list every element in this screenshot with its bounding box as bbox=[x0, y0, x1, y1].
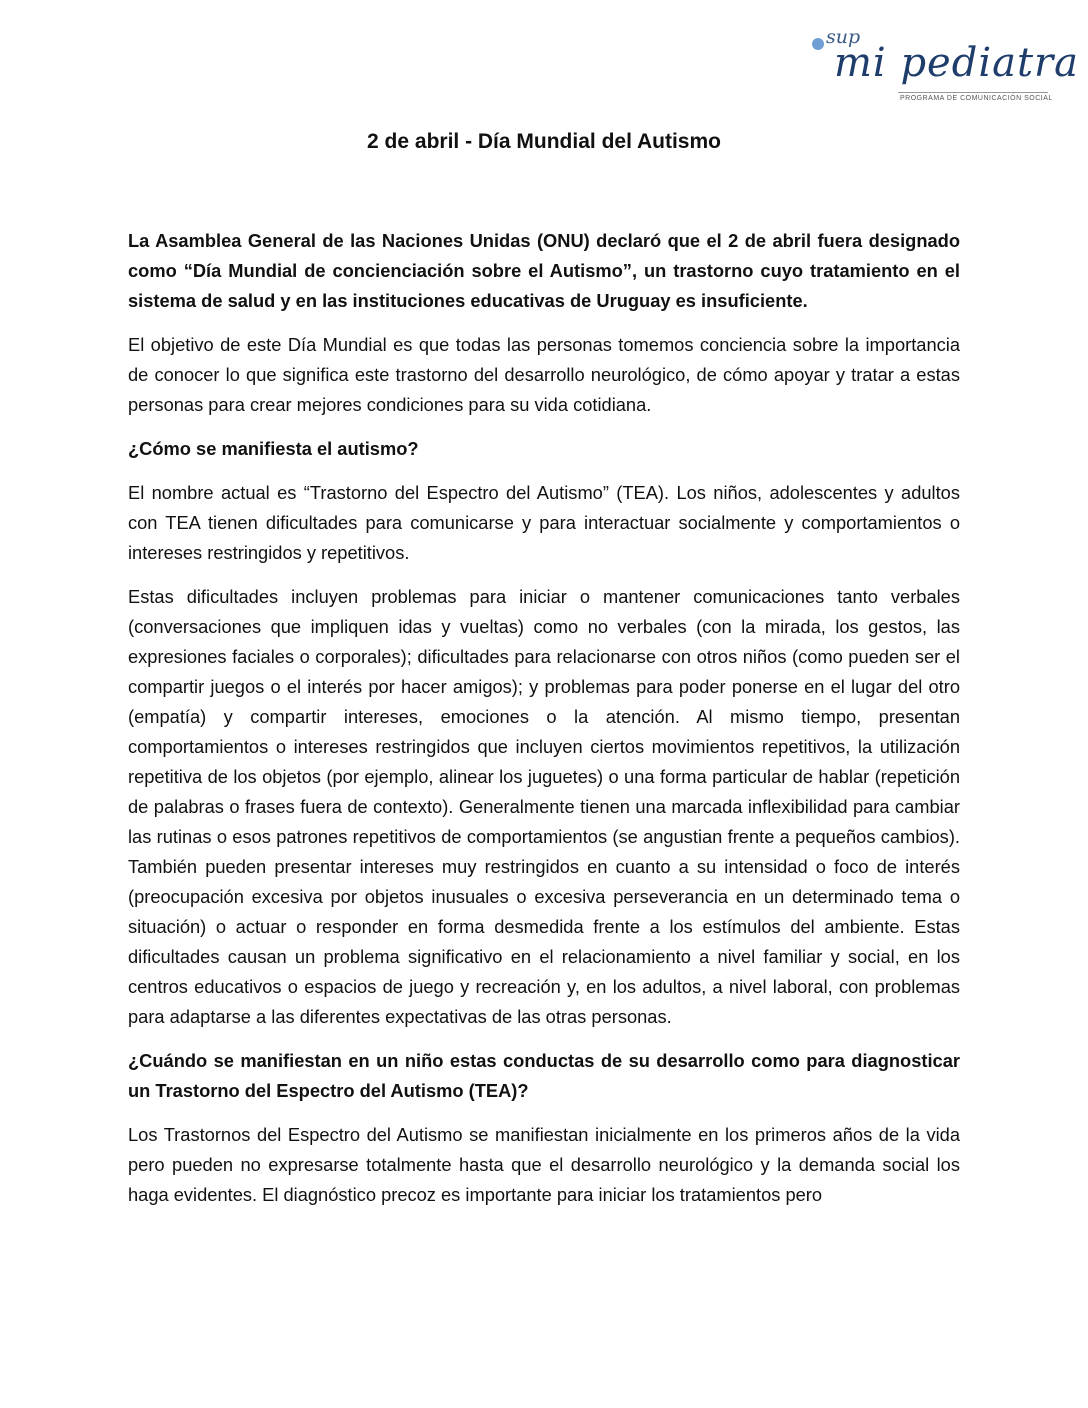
page-title: 2 de abril - Día Mundial del Autismo bbox=[367, 130, 721, 153]
logo-tagline: PROGRAMA DE COMUNICACIÓN SOCIAL bbox=[900, 95, 1053, 102]
objective-paragraph: El objetivo de este Día Mundial es que todas las personas tomemos conciencia sobre la importancia de conocer lo que significa este trastorno del desarrollo neurológico, de cómo apoyar y tratar a estas personas para crear mejores condiciones para su vida cotidiana. bbox=[128, 334, 960, 415]
section-heading-manifestation: ¿Cómo se manifiesta el autismo? bbox=[128, 438, 419, 459]
diagnosis-paragraph: Los Trastornos del Espectro del Autismo se manifiestan inicialmente en los primeros años de la vida pero pueden no expresarse totalmente hasta que el desarrollo neurológico y la demanda social los haga evidentes. El diagnóstico precoz es importante para iniciar los tratamientos pero bbox=[128, 1124, 960, 1205]
logo-script: mi pediatra bbox=[834, 40, 1080, 86]
section-heading-diagnosis: ¿Cuándo se manifiestan en un niño estas conductas de su desarrollo como para diagnosticar un Trastorno del Espectro del Autismo (TEA)? bbox=[128, 1050, 960, 1101]
logo-sup: sup bbox=[826, 26, 861, 48]
logo-rule bbox=[898, 92, 1048, 93]
document-body bbox=[128, 226, 960, 1224]
tea-definition-paragraph: El nombre actual es “Trastorno del Espectro del Autismo” (TEA). Los niños, adolescentes y adultos con TEA tienen dificultades para comunicarse y para interactuar socialmente y comportamientos o intereses restringidos y repetitivos. bbox=[128, 482, 960, 563]
intro-paragraph: La Asamblea General de las Naciones Unidas (ONU) declaró que el 2 de abril fuera designado como “Día Mundial de concienciación sobre el Autismo”, un trastorno cuyo tratamiento en el sistema de salud y en las instituciones educativas de Uruguay es insuficiente. bbox=[128, 230, 960, 311]
logo bbox=[812, 26, 1080, 108]
logo-mark-icon bbox=[812, 38, 824, 50]
difficulties-paragraph: Estas dificultades incluyen problemas para iniciar o mantener comunicaciones tanto verbales (conversaciones que impliquen idas y vueltas) como no verbales (con la mirada, los gestos, las expresiones faciales o corporales); dificultades para relacionarse con otros niños (como pueden ser el compartir juegos o el interés por hacer amigos); y problemas para poder ponerse en el lugar del otro (empatía) y compartir intereses, emociones o la atención. Al mismo tiempo, presentan comportamientos o intereses restringidos que incluyen ciertos movimientos repetitivos, la utilización repetitiva de los objetos (por ejemplo, alinear los juguetes) o una forma particular de hablar (repetición de palabras o frases fuera de contexto). Generalmente tienen una marcada inflexibilidad para cambiar las rutinas o esos patrones repetitivos de comportamientos (se angustian frente a pequeños cambios). También pueden presentar intereses muy restringidos en cuanto a su intensidad o foco de interés (preocupación excesiva por objetos inusuales o excesiva perseverancia en un determinado tema o situación) o actuar o responder en forma desmedida frente a los estímulos del ambiente. Estas dificultades causan un problema significativo en el relacionamiento a nivel familiar y social, en los centros educativos o espacios de juego y recreación y, en los adultos, a nivel laboral, con problemas para adaptarse a las diferentes expectativas de las otras personas. bbox=[128, 586, 960, 1027]
